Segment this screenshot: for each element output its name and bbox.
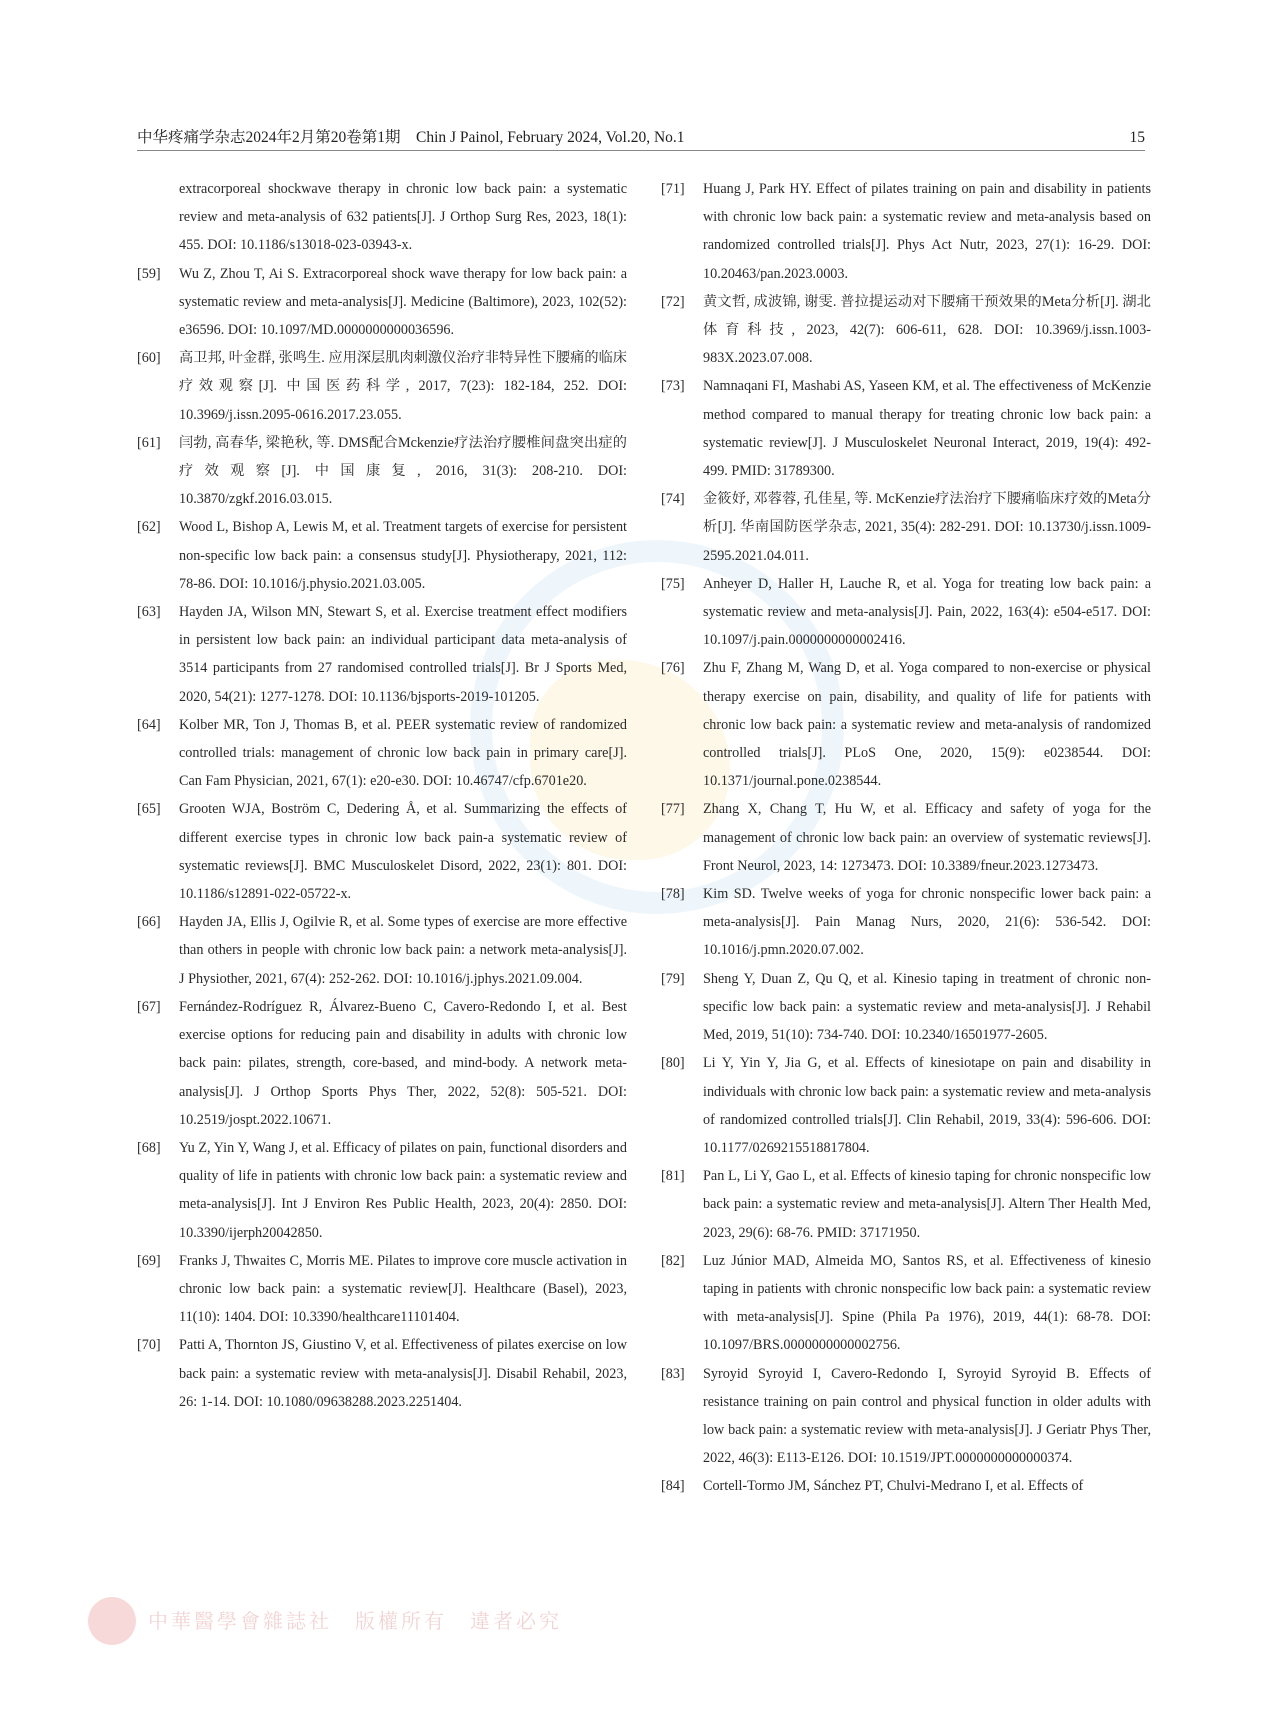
reference-item xyxy=(137,175,627,260)
reference-text: 高卫邦, 叶金群, 张鸣生. 应用深层肌肉刺激仪治疗非特异性下腰痛的临床疗效观察[J]. 中国医药科学, 2017, 7(23): 182-184, 252. DOI: 10.3969/j.issn.2095-0616.2017.23.055. xyxy=(179,350,627,423)
reference-item xyxy=(661,175,1151,288)
reference-item xyxy=(661,288,1151,373)
reference-item xyxy=(661,1162,1151,1247)
reference-item xyxy=(661,1247,1151,1360)
reference-text: 金筱妤, 邓蓉蓉, 孔佳星, 等. McKenzie疗法治疗下腰痛临床疗效的Meta分析[J]. 华南国防医学杂志, 2021, 35(4): 282-291. DOI: 10.13730/j.issn.1009-2595.2021.04.011. xyxy=(703,491,1151,564)
reference-number: [62] xyxy=(137,519,161,536)
reference-number: [68] xyxy=(137,1139,161,1156)
reference-text: Hayden JA, Ellis J, Ogilvie R, et al. Some types of exercise are more effective than others in people with chronic low back pain: a network meta-analysis[J]. J Physiother, 2021, 67(4): 252-262. DOI: 10.1016/j.jphys.2021.09.004. xyxy=(179,914,627,987)
reference-text: Kim SD. Twelve weeks of yoga for chronic nonspecific lower back pain: a meta-analysis[J]. Pain Manag Nurs, 2020, 21(6): 536-542. DOI: 10.1016/j.pmn.2020.07.002. xyxy=(703,886,1151,959)
reference-number: [83] xyxy=(661,1365,685,1382)
reference-item xyxy=(137,993,627,1134)
page-number: 15 xyxy=(1129,129,1145,146)
reference-number: [71] xyxy=(661,181,685,197)
publisher-seal-icon xyxy=(88,1597,136,1645)
reference-text: Syroyid Syroyid I, Cavero-Redondo I, Syroyid Syroyid B. Effects of resistance training on pain control and physical function in older adults with low back pain: a systematic review with meta-analysis[J]. J Geriatr Phys Ther, 2022, 46(3): E113-E126. DOI: 10.1519/JPT.0000000000000374. xyxy=(703,1365,1151,1467)
reference-number: [66] xyxy=(137,914,161,931)
reference-text: Wood L, Bishop A, Lewis M, et al. Treatment targets of exercise for persistent non-specific low back pain: a consensus study[J]. Physiotherapy, 2021, 112: 78-86. DOI: 10.1016/j.physio.2021.03.005. xyxy=(179,519,627,592)
reference-item xyxy=(661,372,1151,485)
reference-item xyxy=(137,598,627,711)
reference-number: [77] xyxy=(661,801,685,818)
reference-number: [64] xyxy=(137,716,161,733)
reference-number: [70] xyxy=(137,1337,161,1354)
reference-item xyxy=(137,908,627,993)
reference-text: Yu Z, Yin Y, Wang J, et al. Efficacy of pilates on pain, functional disorders and quality of life in patients with chronic low back pain: a systematic review and meta-analysis[J]. Int J Environ Res Public Health, 2023, 20(4): 2850. DOI: 10.3390/ijerph20042850. xyxy=(179,1139,627,1241)
reference-text: Grooten WJA, Boström C, Dedering Å, et al. Summarizing the effects of different exercise types in chronic low back pain-a systematic review of systematic reviews[J]. BMC Musculoskelet Disord, 2022, 23(1): 801. DOI: 10.1186/s12891-022-05722-x. xyxy=(179,801,627,903)
reference-text: Cortell-Tormo JM, Sánchez PT, Chulvi-Medrano I, et al. Effects of xyxy=(703,1478,1084,1495)
reference-text: Fernández-Rodríguez R, Álvarez-Bueno C, Cavero-Redondo I, et al. Best exercise options for reducing pain and disability in adults with chronic low back pain: pilates, strength, core-based, and mind-body. A network meta-analysis[J]. J Orthop Sports Phys Ther, 2022, 52(8): 505-521. DOI: 10.2519/jospt.2022.10671. xyxy=(179,998,627,1128)
reference-text: Li Y, Yin Y, Jia G, et al. Effects of kinesiotape on pain and disability in individuals with chronic low back pain: a systematic review and meta-analysis of randomized controlled trials[J]. Clin Rehabil, 2019, 33(4): 596-606. DOI: 10.1177/0269215518817804. xyxy=(703,1055,1151,1156)
reference-number: [72] xyxy=(661,293,685,310)
reference-number: [74] xyxy=(661,491,685,508)
reference-item xyxy=(661,570,1151,655)
reference-text: Zhang X, Chang T, Hu W, et al. Efficacy and safety of yoga for the management of chronic low back pain: an overview of systematic reviews[J]. Front Neurol, 2023, 14: 1273473. DOI: 10.3389/fneur.2023.1273473. xyxy=(703,801,1151,874)
reference-number: [76] xyxy=(661,660,685,677)
reference-item xyxy=(661,1049,1151,1162)
reference-item xyxy=(137,1247,627,1332)
reference-text: Kolber MR, Ton J, Thomas B, et al. PEER systematic review of randomized controlled trials: management of chronic low back pain in primary care[J]. Can Fam Physician, 2021, 67(1): e20-e30. DOI: 10.46747/cfp.6701e20. xyxy=(179,716,627,790)
reference-item xyxy=(137,711,627,796)
reference-number: [59] xyxy=(137,265,161,282)
reference-item xyxy=(137,429,627,514)
reference-number: [80] xyxy=(661,1055,685,1072)
reference-number: [79] xyxy=(661,970,685,987)
running-header xyxy=(137,124,1145,151)
reference-text: Anheyer D, Haller H, Lauche R, et al. Yoga for treating low back pain: a systematic review and meta-analysis[J]. Pain, 2022, 163(4): e504-e517. DOI: 10.1097/j.pain.0000000000002416. xyxy=(703,575,1151,649)
reference-item xyxy=(661,1472,1151,1500)
reference-number: [65] xyxy=(137,801,161,818)
reference-item xyxy=(661,795,1151,880)
reference-item xyxy=(661,965,1151,1050)
reference-item xyxy=(661,880,1151,965)
reference-column-right xyxy=(661,175,1151,1501)
reference-number: [82] xyxy=(661,1252,685,1269)
reference-text: Luz Júnior MAD, Almeida MO, Santos RS, et al. Effectiveness of kinesio taping in patients with chronic nonspecific low back pain: a systematic review with meta-analysis[J]. Spine (Phila Pa 1976), 2019, 44(1): 68-78. DOI: 10.1097/BRS.0000000000002756. xyxy=(703,1252,1151,1354)
publisher-copyright-mark: 中華醫學會雜誌社 版權所有 違者必究 xyxy=(148,1609,562,1633)
reference-number: [81] xyxy=(661,1168,685,1185)
reference-text: 闫勃, 高春华, 梁艳秋, 等. DMS配合Mckenzie疗法治疗腰椎间盘突出症的疗效观察[J]. 中国康复, 2016, 31(3): 208-210. DOI: 10.3870/zgkf.2016.03.015. xyxy=(179,434,627,508)
reference-item xyxy=(137,344,627,429)
reference-number: [63] xyxy=(137,604,161,621)
reference-number: [61] xyxy=(137,434,161,451)
reference-item xyxy=(137,795,627,908)
reference-text: 黄文哲, 成波锦, 谢雯. 普拉提运动对下腰痛干预效果的Meta分析[J]. 湖北体育科技, 2023, 42(7): 606-611, 628. DOI: 10.3969/j.issn.1003-983X.2023.07.008. xyxy=(703,293,1151,367)
reference-item xyxy=(661,1360,1151,1473)
reference-text: Franks J, Thwaites C, Morris ME. Pilates to improve core muscle activation in chronic low back pain: a systematic review[J]. Healthcare (Basel), 2023, 11(10): 1404. DOI: 10.3390/healthcare11101404. xyxy=(179,1252,627,1326)
reference-text: Huang J, Park HY. Effect of pilates training on pain and disability in patients with chronic low back pain: a systematic review and meta-analysis based on randomized controlled trials[J]. Phys Act Nutr, 2023, 27(1): 16-29. DOI: 10.20463/pan.2023.0003. xyxy=(703,181,1151,282)
journal-running-title: 中华疼痛学杂志2024年2月第20卷第1期 Chin J Painol, February 2024, Vol.20, No.1 xyxy=(137,129,685,146)
reference-text: Wu Z, Zhou T, Ai S. Extracorporeal shock wave therapy for low back pain: a systematic review and meta-analysis[J]. Medicine (Baltimore), 2023, 102(52): e36596. DOI: 10.1097/MD.0000000000036596. xyxy=(179,265,627,339)
reference-item xyxy=(137,1134,627,1247)
reference-column-left xyxy=(137,175,627,1416)
reference-item xyxy=(661,654,1151,795)
reference-number: [67] xyxy=(137,998,161,1015)
reference-text: Namnaqani FI, Mashabi AS, Yaseen KM, et al. The effectiveness of McKenzie method compared to manual therapy for treating chronic low back pain: a systematic review[J]. J Musculoskelet Neuronal Interact, 2019, 19(4): 492-499. PMID: 31789300. xyxy=(703,378,1151,480)
reference-number: [84] xyxy=(661,1478,685,1495)
reference-item xyxy=(137,1331,627,1416)
reference-item xyxy=(137,513,627,598)
reference-number: [78] xyxy=(661,886,685,903)
reference-text: Pan L, Li Y, Gao L, et al. Effects of kinesio taping for chronic nonspecific low back pain: a systematic review and meta-analysis[J]. Altern Ther Health Med, 2023, 29(6): 68-76. PMID: 37171950. xyxy=(703,1168,1151,1241)
reference-item xyxy=(137,260,627,345)
reference-text: extracorporeal shockwave therapy in chronic low back pain: a systematic review and meta-analysis of 632 patients[J]. J Orthop Surg Res, 2023, 18(1): 455. DOI: 10.1186/s13018-023-03943-x. xyxy=(179,181,627,254)
reference-text: Zhu F, Zhang M, Wang D, et al. Yoga compared to non-exercise or physical therapy exercise on pain, disability, and quality of life for patients with chronic low back pain: a systematic review and meta-analysis of randomized controlled trials[J]. PLoS One, 2020, 15(9): e0238544. DOI: 10.1371/journal.pone.0238544. xyxy=(703,660,1151,790)
reference-number: [60] xyxy=(137,350,161,367)
reference-text: Hayden JA, Wilson MN, Stewart S, et al. Exercise treatment effect modifiers in persistent low back pain: an individual participant data meta-analysis of 3514 participants from 27 randomised controlled trials[J]. Br J Sports Med, 2020, 54(21): 1277-1278. DOI: 10.1136/bjsports-2019-101205. xyxy=(179,604,627,705)
reference-text: Patti A, Thornton JS, Giustino V, et al. Effectiveness of pilates exercise on low back pain: a systematic review with meta-analysis[J]. Disabil Rehabil, 2023, 26: 1-14. DOI: 10.1080/09638288.2023.2251404. xyxy=(179,1337,627,1410)
reference-number: [69] xyxy=(137,1252,161,1269)
reference-number: [75] xyxy=(661,575,685,592)
reference-item xyxy=(661,485,1151,570)
reference-number: [73] xyxy=(661,378,685,395)
reference-text: Sheng Y, Duan Z, Qu Q, et al. Kinesio taping in treatment of chronic non-specific low back pain: a systematic review and meta-analysis[J]. J Rehabil Med, 2019, 51(10): 734-740. DOI: 10.2340/16501977-2605. xyxy=(703,970,1151,1044)
